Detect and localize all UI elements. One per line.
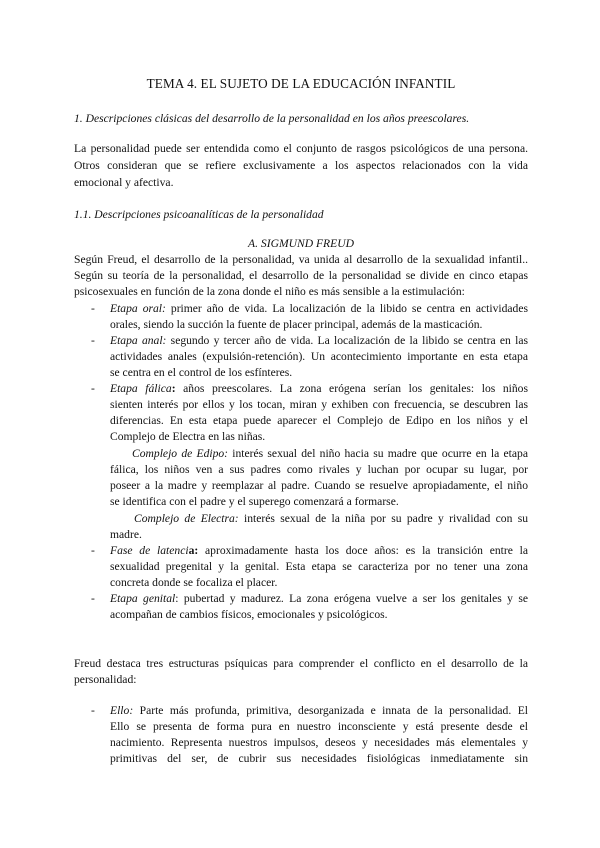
edipo-line-2: fálica, los niños ven a sus padres como rivales y luchan por ocupar su lugar, por (110, 463, 528, 476)
ello-line-1 (110, 703, 528, 719)
stage-oral-term: Etapa oral: (110, 302, 166, 315)
stage-genital-line-2: acompañan de cambios físicos, emocionales y psicológicos. (110, 608, 388, 621)
structures-intro-line-2: personalidad: (74, 673, 137, 686)
stage-latencia-line-1 (110, 543, 528, 559)
electra-text: interés sexual de la niña por su padre y rivalidad con su (238, 512, 529, 525)
intro-line-3: emocional y afectiva. (74, 176, 174, 189)
stage-falica-term: Etapa fálica (110, 382, 172, 395)
freud-intro-line-1: Según Freud, el desarrollo de la personalidad, va unida al desarrollo de la sexualidad infantil.. (74, 253, 528, 266)
structures-intro-line-1: Freud destaca tres estructuras psíquicas para comprender el conflicto en el desarrollo de la (74, 657, 528, 670)
freud-intro-line-3: psicosexuales en función de la zona donde el niño es más sensible a la estimulación: (74, 285, 465, 298)
stage-falica-line-3: diferencias. En esta etapa puede aparecer el Complejo de Edipo en los niños y el (110, 414, 528, 427)
ello-line-3: nacimiento. Representa nuestros impulsos, deseos y necesidades más elementales y (110, 736, 528, 749)
stage-latencia-line-3: concreta donde se focaliza el placer. (110, 576, 278, 589)
stage-anal-line-2: actividades anales (expulsión-retención). Un acontecimiento importante en esta etapa (110, 350, 528, 363)
ello-line-2: Ello se presenta de forma pura en nuestro inconsciente y está presente desde el (110, 720, 528, 733)
freud-intro-line-2: Según su teoría de la personalidad, el desarrollo de la personalidad se divide en cinco etapas (74, 269, 528, 282)
stage-anal-line-1 (110, 333, 528, 349)
stage-falica-line-1 (110, 381, 528, 397)
stage-falica-text: años preescolares. La zona erógena serían los genitales: los niños (175, 382, 528, 395)
bullet-dash: - (91, 302, 95, 315)
ello-term: Ello: (110, 704, 134, 717)
stage-latencia-term: Fase de latenci (110, 544, 189, 557)
bullet-dash: - (91, 382, 95, 395)
edipo-text: interés sexual del niño hacia su madre que ocurre en la etapa (228, 447, 528, 460)
bullet-dash: - (91, 544, 95, 557)
ello-text: Parte más profunda, primitiva, desorganizada e innata de la personalidad. El (133, 704, 528, 717)
stage-latencia-bold: a: (188, 544, 199, 557)
stage-genital-line-1 (110, 591, 528, 607)
stage-oral-line-1 (110, 301, 528, 317)
intro-line-1: La personalidad puede ser entendida como el conjunto de rasgos psicológicos de una persona. (74, 142, 528, 155)
stage-anal-term: Etapa anal: (110, 334, 167, 347)
stage-genital-term: Etapa genital (110, 592, 176, 605)
page-title: TEMA 4. EL SUJETO DE LA EDUCACIÓN INFANTIL (146, 76, 456, 91)
stage-anal-line-3: se centra en el control de los esfínteres. (110, 366, 293, 379)
electra-line-2: madre. (110, 528, 142, 541)
stage-oral-text: primer año de vida. La localización de la libido se centra en actividades (165, 302, 528, 315)
bullet-dash: - (91, 592, 95, 605)
stage-falica-colon: : (171, 382, 176, 395)
section-1-1-heading: 1.1. Descripciones psicoanalíticas de la personalidad (74, 208, 324, 221)
electra-term: Complejo de Electra: (134, 512, 239, 525)
stage-latencia-text: aproximadamente hasta los doce años: es la transición entre la (198, 544, 529, 557)
stage-genital-text: : pubertad y madurez. La zona erógena vuelve a ser los genitales y se (175, 592, 528, 605)
electra-line-1 (110, 511, 528, 527)
bullet-dash: - (91, 704, 95, 717)
stage-anal-text: segundo y tercer año de vida. La localización de la libido se centra en las (166, 334, 528, 347)
edipo-line-3: poseer a la madre y reemplazar al padre. Cuando se resuelve apropiadamente, el niño (110, 479, 528, 492)
section-1-heading: 1. Descripciones clásicas del desarrollo de la personalidad en los años preescolares. (74, 112, 470, 125)
stage-falica-line-2: sienten interés por ellos y los tocan, miran y exhiben con frecuencia, se descubren las (110, 398, 528, 411)
edipo-line-1 (110, 446, 528, 462)
ello-line-4: primitivas del ser, de cubrir sus necesidades fisiológicas inmediatamente sin (110, 752, 528, 765)
stage-oral-line-2: orales, siendo la succión la fuente de placer principal, además de la masticación. (110, 318, 483, 331)
stage-falica-line-4: Complejo de Electra en las niñas. (110, 430, 266, 443)
edipo-line-4: se identifica con el padre y el superego comenzará a formarse. (110, 495, 399, 508)
freud-heading: A. SIGMUND FREUD (248, 237, 354, 250)
bullet-dash: - (91, 334, 95, 347)
stage-latencia-line-2: sexualidad pregenital y la genital. Esta etapa se caracteriza por no tener una zona (110, 560, 528, 573)
edipo-term: Complejo de Edipo: (132, 447, 229, 460)
intro-line-2: Otros consideran que se refiere exclusivamente a los aspectos relacionados con la vida (74, 159, 528, 172)
